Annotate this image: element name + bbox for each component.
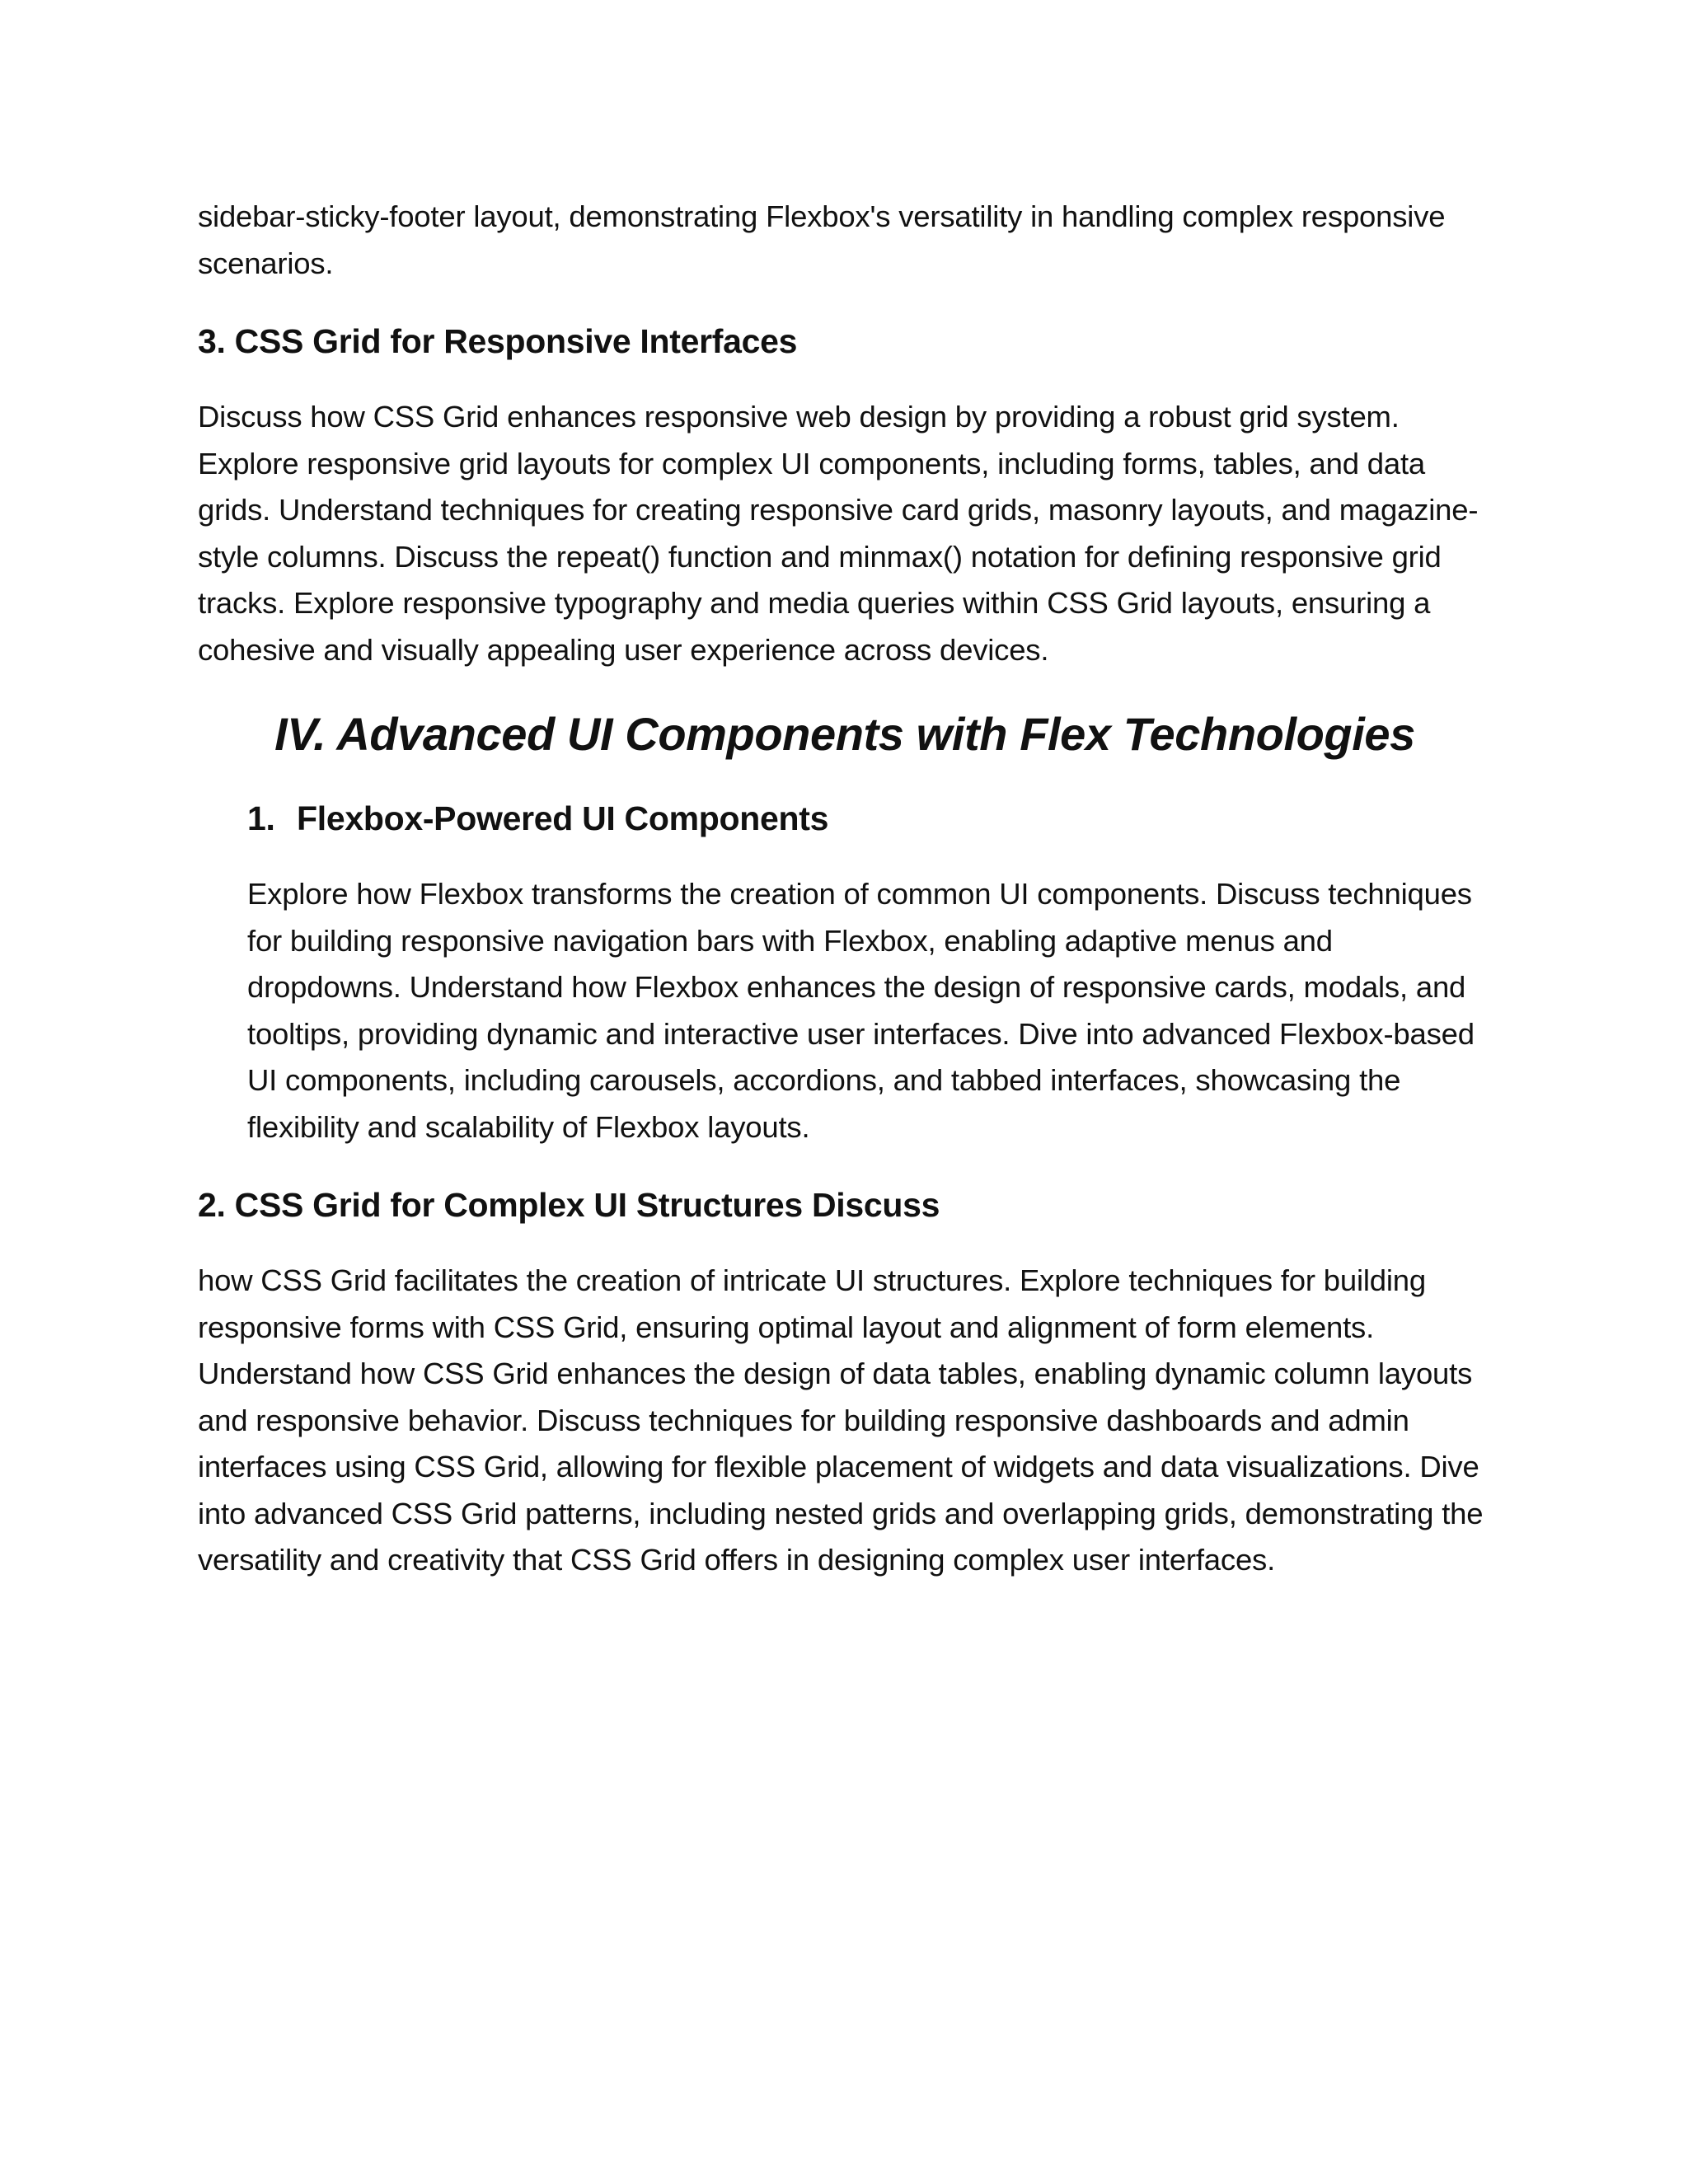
- subsection-2-paragraph: how CSS Grid facilitates the creation of intricate UI structures. Explore techniques for building responsive forms with CSS Grid, ensuring optimal layout and alignment of form elements. Understand how CSS Grid enhances the design of data tables, enabling dynamic column layouts and responsive behavior. Discuss techniques for building responsive dashboards and admin interfaces using CSS Grid, allowing for flexible placement of widgets and data visualizations. Dive into advanced CSS Grid patterns, including nested grids and overlapping grids, demonstrating the versatility and creativity that CSS Grid offers in designing complex user interfaces.: [198, 1263, 1484, 1577]
- section-3-heading: 3. CSS Grid for Responsive Interfaces: [198, 322, 798, 360]
- document-page: [198, 194, 1492, 1584]
- intro-paragraph: sidebar-sticky-footer layout, demonstrating Flexbox's versatility in handling complex responsive scenarios.: [198, 199, 1446, 280]
- chapter-4-title: IV. Advanced UI Components with Flex Technologies: [274, 708, 1415, 760]
- subsection-1-number: 1.: [247, 799, 275, 837]
- subsection-2-heading: 2. CSS Grid for Complex UI Structures Discuss: [198, 1186, 940, 1224]
- section-3-paragraph: Discuss how CSS Grid enhances responsive web design by providing a robust grid system. Explore responsive grid layouts for complex UI components, including forms, tables, and data grids. Understand techniques for creating responsive card grids, masonry layouts, and magazine-style columns. Discuss the repeat() function and minmax() notation for defining responsive grid tracks. Explore responsive typography and media queries within CSS Grid layouts, ensuring a cohesive and visually appealing user experience across devices.: [198, 400, 1479, 667]
- subsection-1-title: Flexbox-Powered UI Components: [297, 799, 829, 837]
- subsection-1-paragraph: Explore how Flexbox transforms the creation of common UI components. Discuss techniques for building responsive navigation bars with Flexbox, enabling adaptive menus and dropdowns. Understand how Flexbox enhances the design of responsive cards, modals, and tooltips, providing dynamic and interactive user interfaces. Dive into advanced Flexbox-based UI components, including carousels, accordions, and tabbed interfaces, showcasing the flexibility and scalability of Flexbox layouts.: [247, 877, 1475, 1144]
- subsection-1-heading: [247, 795, 1492, 841]
